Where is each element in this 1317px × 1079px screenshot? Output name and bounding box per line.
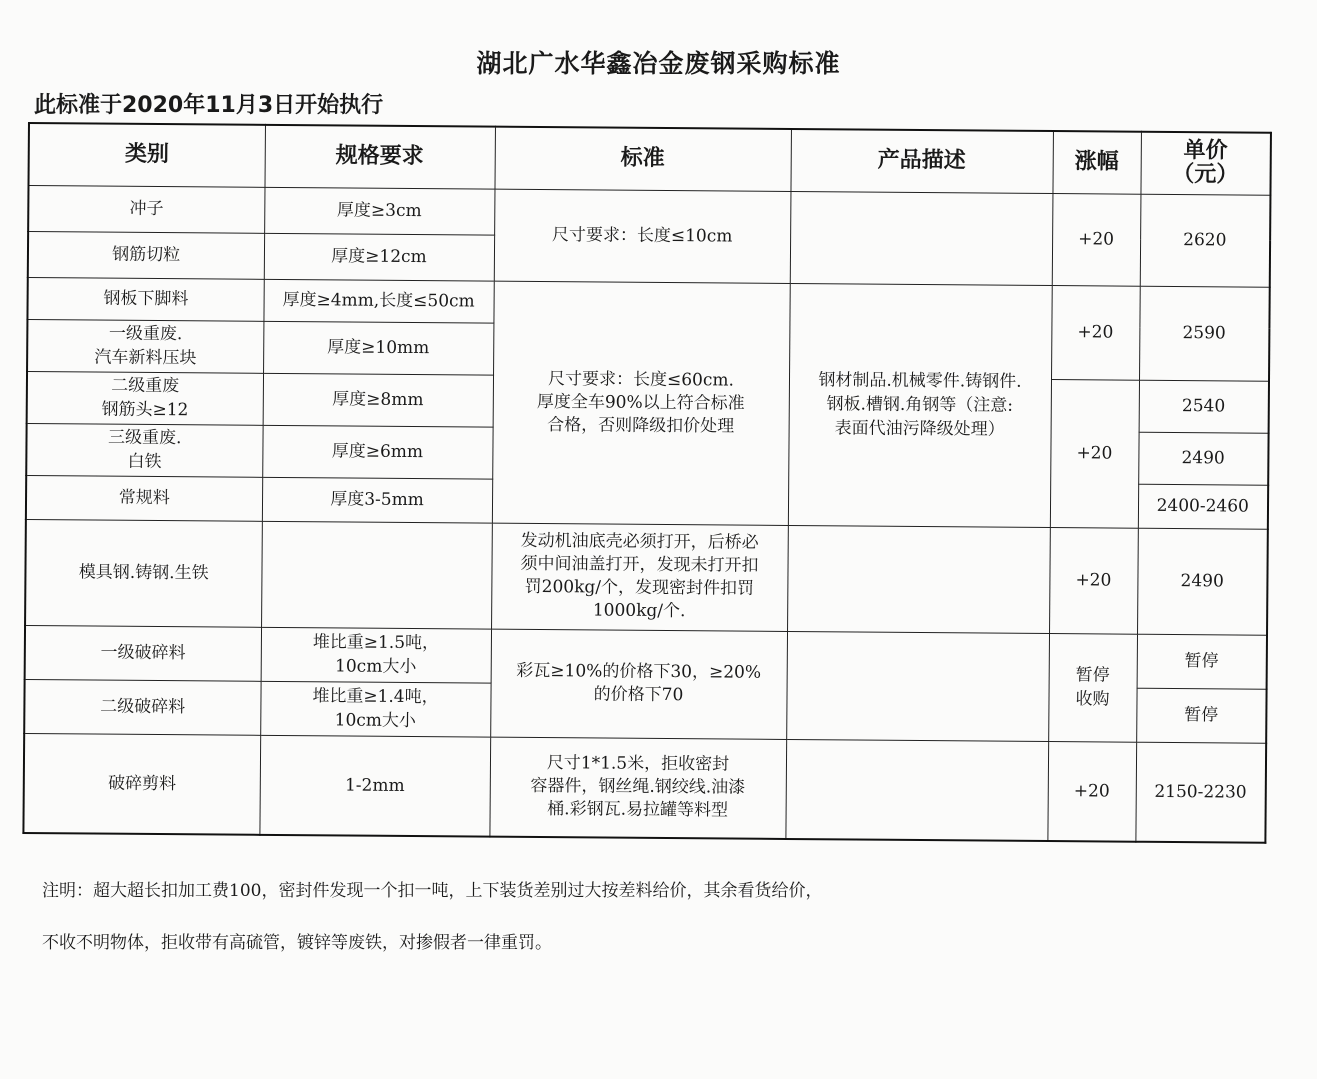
description-line: 表面代油污降级处理） xyxy=(834,418,1005,440)
cell-price: 2490 xyxy=(1137,528,1268,635)
header-description: 产品描述 xyxy=(790,129,1052,193)
standard-line: 发动机油底壳必须打开，后桥必 xyxy=(520,530,759,553)
cell-category: 破碎剪料 xyxy=(23,733,260,835)
header-price-line1: 单价 xyxy=(1183,138,1228,164)
spec-line: 堆比重≥1.5吨， xyxy=(312,632,440,654)
standard-line: 合格，否则降级扣价处理 xyxy=(547,414,735,437)
cell-category: 常规料 xyxy=(26,475,262,521)
cell-spec: 厚度≥6mm xyxy=(262,425,492,479)
header-price xyxy=(1140,132,1270,195)
cell-category: 钢板下脚料 xyxy=(27,277,263,321)
standard-line: 彩瓦≥10%的价格下30，≥20% xyxy=(516,660,762,683)
cell-standard xyxy=(489,737,786,839)
table-row xyxy=(25,625,1267,689)
cell-change: +20 xyxy=(1051,285,1140,380)
cell-spec xyxy=(261,627,491,683)
cell-spec: 厚度≥3cm xyxy=(264,187,494,235)
change-line: 暂停 xyxy=(1075,665,1110,686)
cell-change: +20 xyxy=(1050,379,1139,528)
cell-spec: 厚度≥10mm xyxy=(263,321,493,375)
category-line: 汽车新料压块 xyxy=(94,347,197,369)
standard-line: 尺寸要求：长度≤60cm. xyxy=(547,368,735,391)
standard-line: 桶.彩钢瓦.易拉罐等料型 xyxy=(547,799,729,821)
cell-category: 模具钢.铸钢.生铁 xyxy=(25,519,262,627)
category-line: 二级重废 xyxy=(111,375,180,397)
header-change: 涨幅 xyxy=(1052,131,1140,194)
standard-line: 的价格下70 xyxy=(593,684,684,706)
cell-price: 暂停 xyxy=(1136,688,1266,743)
cell-description xyxy=(787,525,1050,633)
cell-price: 暂停 xyxy=(1137,634,1267,689)
cell-category: 一级破碎料 xyxy=(25,625,261,681)
cell-change: +20 xyxy=(1049,527,1138,634)
standard-line: 罚200kg/个，发现密封件扣罚 xyxy=(524,576,755,599)
cell-category xyxy=(26,423,262,477)
cell-standard xyxy=(492,281,790,525)
spec-line: 10cm大小 xyxy=(334,710,417,732)
cell-change: +20 xyxy=(1047,741,1136,842)
cell-category: 钢筋切粒 xyxy=(28,231,264,279)
cell-spec xyxy=(260,681,490,737)
spec-line: 堆比重≥1.4吨， xyxy=(312,686,439,708)
page-title: 湖北广水华鑫冶金废钢采购标准 xyxy=(476,49,841,78)
cell-spec: 厚度≥8mm xyxy=(263,373,493,427)
category-line: 白铁 xyxy=(127,451,162,473)
note-line-1: 注明：超大超长扣加工费100，密封件发现一个扣一吨，上下装货差别过大按差料给价，其余看货给价， xyxy=(42,881,823,901)
standard-line: 尺寸1*1.5米，拒收密封 xyxy=(546,753,730,775)
cell-standard xyxy=(491,523,788,631)
category-line: 钢筋头≥12 xyxy=(101,399,189,421)
standard-line: 须中间油盖打开，发现未打开扣 xyxy=(520,553,759,576)
cell-spec: 厚度≥4mm,长度≤50cm xyxy=(263,279,493,323)
cell-description xyxy=(786,631,1049,741)
cell-spec: 厚度≥12cm xyxy=(264,233,494,281)
cell-spec xyxy=(261,521,492,629)
description-line: 钢材制品.机械零件.铸钢件. xyxy=(818,370,1022,392)
cell-category: 二级破碎料 xyxy=(24,679,260,735)
standard-line: 容器件，钢丝绳.钢绞线.油漆 xyxy=(530,776,746,798)
cell-price: 2590 xyxy=(1139,286,1270,381)
cell-price: 2400-2460 xyxy=(1138,484,1268,529)
description-line: 钢板.槽钢.角钢等（注意: xyxy=(826,394,1014,416)
cell-spec: 1-2mm xyxy=(259,735,490,837)
table-header-row xyxy=(29,123,1271,195)
cell-category xyxy=(27,371,263,425)
cell-category: 冲子 xyxy=(28,185,264,233)
price-table xyxy=(22,122,1272,844)
effective-date: 此标准于2020年11月3日开始执行 xyxy=(34,93,384,118)
header-price-line2: （元） xyxy=(1172,162,1239,188)
header-standard: 标准 xyxy=(494,127,790,191)
cell-description xyxy=(790,191,1053,285)
spec-line: 10cm大小 xyxy=(335,656,417,678)
cell-change: +20 xyxy=(1052,193,1141,286)
cell-description xyxy=(788,283,1052,527)
change-line: 收购 xyxy=(1075,689,1110,710)
price-table-container xyxy=(22,122,1270,844)
standard-line: 1000kg/个. xyxy=(592,600,686,622)
cell-category xyxy=(27,319,263,373)
table-row xyxy=(23,733,1266,843)
cell-description xyxy=(785,739,1048,841)
header-spec: 规格要求 xyxy=(264,125,494,189)
note-line-2: 不收不明物体，拒收带有高硫管，镀锌等废铁，对掺假者一律重罚。 xyxy=(42,933,552,953)
cell-standard xyxy=(490,629,787,739)
cell-standard: 尺寸要求：长度≤10cm xyxy=(494,189,791,283)
cell-price: 2150-2230 xyxy=(1135,742,1266,843)
cell-price: 2490 xyxy=(1138,432,1268,485)
header-category: 类别 xyxy=(29,123,265,187)
cell-price: 2620 xyxy=(1140,194,1271,287)
category-line: 三级重废. xyxy=(107,427,182,449)
standard-line: 厚度全车90%以上符合标准 xyxy=(536,391,745,414)
cell-change xyxy=(1048,633,1137,742)
cell-spec: 厚度3-5mm xyxy=(262,477,492,523)
category-line: 一级重废. xyxy=(108,323,183,345)
table-row xyxy=(25,519,1268,635)
cell-price: 2540 xyxy=(1139,380,1269,433)
